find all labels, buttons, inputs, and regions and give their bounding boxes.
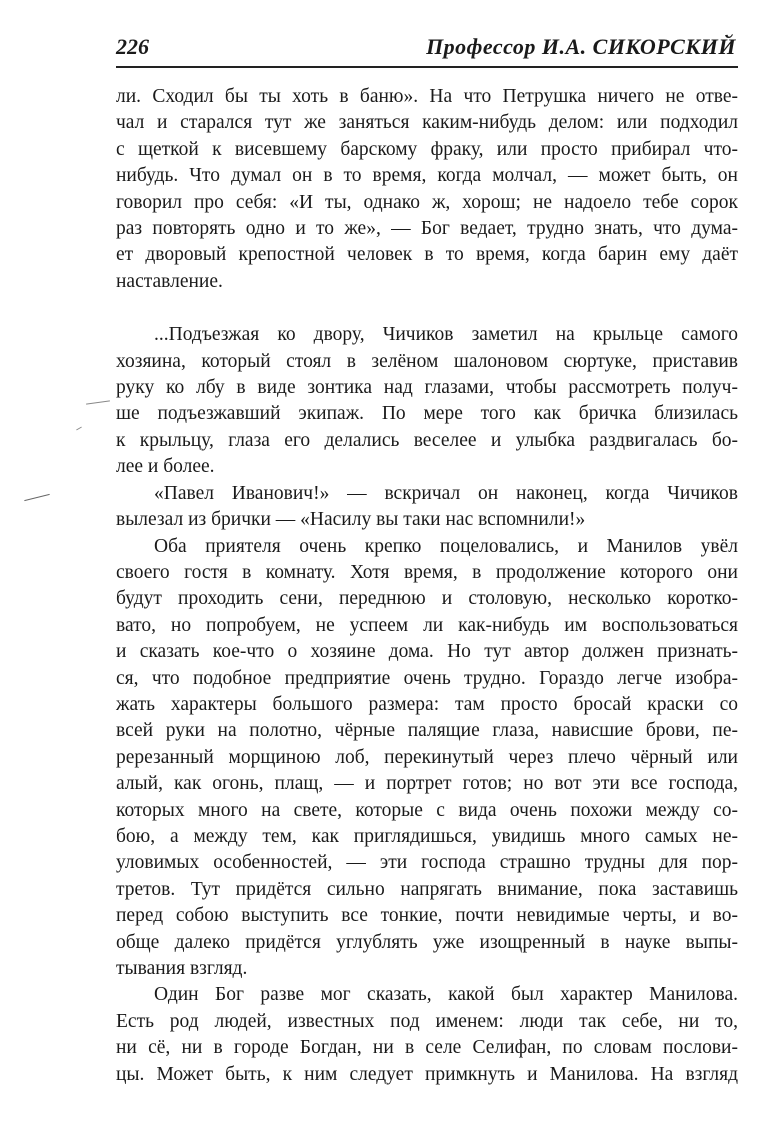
text-line: и сказать кое-что о хозяине дома. Но тут автор должен признать- <box>116 641 738 663</box>
text-line: Оба приятеля очень крепко поцеловались, и Манилов увёл <box>154 535 738 557</box>
text-line: вылезал из брички — «Насилу вы таки нас вспомнили!» <box>116 509 586 531</box>
text-line: лее и более. <box>116 456 215 478</box>
paragraph <box>116 534 738 983</box>
text-line: нибудь. Что думал он в то время, когда молчал, — может быть, он <box>116 165 738 187</box>
text-line: чал и старался тут же заняться каким-нибудь делом: или подходил <box>116 112 738 134</box>
text-line: с щеткой к висевшему барскому фраку, или просто прибирал что- <box>116 138 738 160</box>
text-line: всей руки на полотно, чёрные палящие глаза, нависшие брови, пе- <box>116 720 738 742</box>
text-line: руку ко лбу в виде зонтика над глазами, чтобы рассмотреть получ- <box>116 377 738 399</box>
text-line: ререзанный морщиною лоб, перекинутый через плечо чёрный или <box>116 746 738 768</box>
text-line: хозяина, который стоял в зелёном шалоновом сюртуке, приставив <box>116 350 738 372</box>
text-line: ...Подъезжая ко двору, Чичиков заметил на крыльце самого <box>154 324 738 346</box>
text-line: наставление. <box>116 270 223 292</box>
text-line: к крыльцу, глаза его делались веселее и улыбка раздвигалась бо- <box>116 429 738 451</box>
text-line: вато, но попробуем, не успеем ли как-нибудь им воспользоваться <box>116 614 738 636</box>
paragraph <box>116 84 738 295</box>
text-line: обще далеко придётся углублять уже изощренный в науке выпы- <box>116 931 738 953</box>
margin-pencil-mark <box>86 400 110 404</box>
text-line: тывания взгляд. <box>116 958 248 979</box>
text-line: ни сё, ни в городе Богдан, ни в селе Селифан, по словам послови- <box>116 1037 738 1059</box>
text-line: уловимых особенностей, — эти господа страшно трудны для пор- <box>116 852 738 874</box>
text-line: ше подъезжавший экипаж. По мере того как бричка близилась <box>116 403 738 425</box>
paragraph-gap <box>116 295 738 322</box>
text-line: Есть род людей, известных под именем: люди так себе, ни то, <box>116 1010 738 1032</box>
text-line: ли. Сходил бы ты хоть в баню». На что Петрушка ничего не отве- <box>116 86 738 107</box>
text-line: «Павел Иванович!» — вскричал он наконец, когда Чичиков <box>154 482 738 504</box>
text-line: раз повторять одно и то же», — Бог ведает, трудно знать, что дума- <box>116 218 738 240</box>
text-line: цы. Может быть, к ним следует примкнуть и Манилова. На взгляд <box>116 1063 738 1085</box>
text-line: ся, что подобное предприятие очень трудно. Гораздо легче изобра- <box>116 667 738 689</box>
paragraph <box>116 982 738 1088</box>
text-line: своего гостя в комнату. Хотя время, в продолжение которого они <box>116 561 738 583</box>
text-line: которых много на свете, которые с вида очень похожи между со- <box>116 799 738 821</box>
text-line: алый, как огонь, плащ, — и портрет готов; но вот эти все господа, <box>116 773 738 795</box>
text-line: перед собою выступить все тонкие, почти невидимые черты, и во- <box>116 905 738 927</box>
text-line: ет дворовый крепостной человек в то время, когда барин ему даёт <box>116 244 738 266</box>
text-line: третов. Тут придётся сильно напрягать внимание, пока заставишь <box>116 878 738 900</box>
text-line: жать характеры большого размера: там просто бросай краски со <box>116 693 738 715</box>
margin-pencil-mark <box>76 427 82 431</box>
paragraph <box>116 322 738 480</box>
body-text <box>116 84 738 1088</box>
text-line: Один Бог разве мог сказать, какой был характер Манилова. <box>154 984 738 1006</box>
margin-pencil-mark <box>24 494 49 501</box>
running-title: Профессор И.А. СИКОРСКИЙ <box>426 34 736 59</box>
page-header <box>116 30 738 68</box>
text-line: будут проходить сени, переднюю и столовую, несколько коротко- <box>116 588 738 610</box>
paragraph <box>116 481 738 534</box>
text-line: говорил про себя: «И ты, однако ж, хорош; не надоело тебе сорок <box>116 191 738 213</box>
text-line: бою, а между тем, как приглядишься, увидишь много самых не- <box>116 825 738 847</box>
page-number: 226 <box>116 34 149 59</box>
